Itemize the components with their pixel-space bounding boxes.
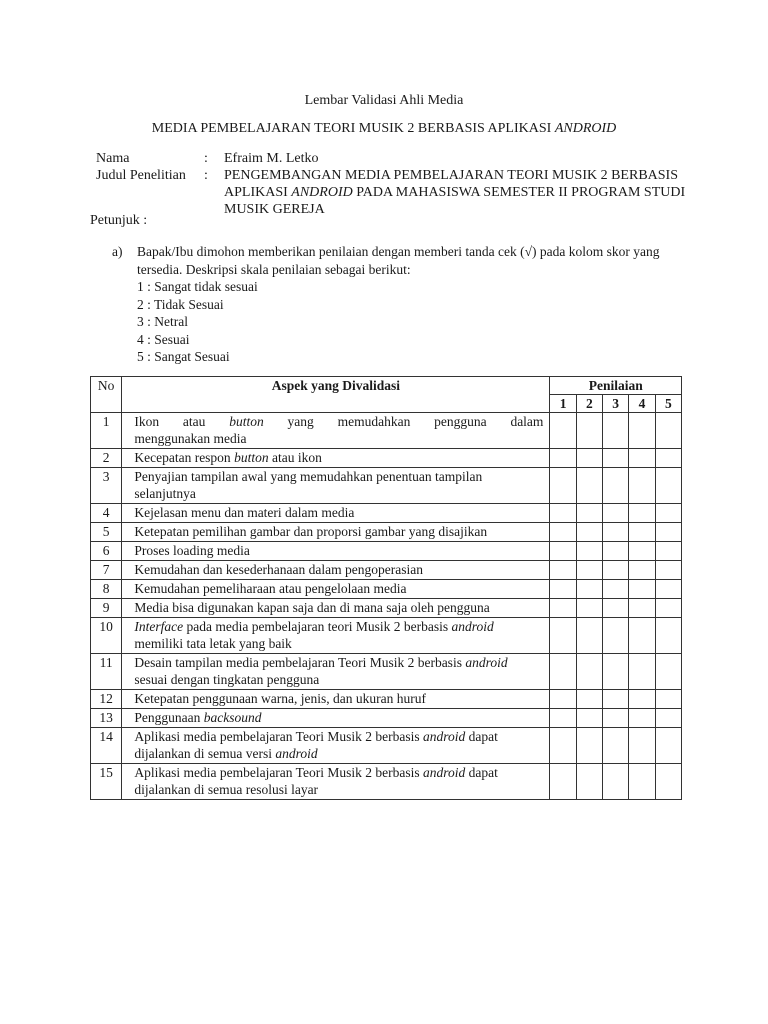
score-cell-1[interactable] [550, 561, 576, 580]
row-aspek [122, 561, 550, 580]
score-cell-5[interactable] [655, 728, 681, 764]
aspek-text: backsound [203, 710, 262, 725]
row-aspek [122, 504, 550, 523]
score-cell-3[interactable] [603, 523, 629, 542]
instruction-marker: a) [112, 244, 123, 259]
row-number: 6 [91, 542, 122, 561]
row-aspek [122, 618, 550, 654]
score-cell-5[interactable] [655, 618, 681, 654]
score-cell-2[interactable] [576, 523, 602, 542]
score-cell-2[interactable] [576, 468, 602, 504]
row-aspek [122, 449, 550, 468]
subtitle-text: MEDIA PEMBELAJARAN TEORI MUSIK 2 BERBASIS APLIKASI [151, 121, 555, 136]
row-number: 3 [91, 468, 122, 504]
score-cell-4[interactable] [629, 599, 655, 618]
row-number: 9 [91, 599, 122, 618]
scale-item: 1 : Sangat tidak sesuai [137, 279, 258, 294]
aspek-text: Kemudahan dan kesederhanaan dalam pengoperasian [134, 562, 423, 577]
score-cell-1[interactable] [550, 580, 576, 599]
score-cell-3[interactable] [603, 599, 629, 618]
score-cell-3[interactable] [603, 654, 629, 690]
score-cell-3[interactable] [603, 413, 629, 449]
aspek-text: android [275, 746, 318, 761]
aspek-text: button [234, 450, 269, 465]
score-cell-1[interactable] [550, 599, 576, 618]
aspek-text: sesuai dengan tingkatan pengguna [134, 672, 320, 687]
aspek-text: Penyajian tampilan awal yang memudahkan penentuan tampilan selanjutnya [134, 469, 483, 501]
table-row [91, 709, 682, 728]
row-number: 2 [91, 449, 122, 468]
aspek-text: Interface [134, 619, 184, 634]
score-cell-1[interactable] [550, 523, 576, 542]
judul-colon: : [204, 168, 208, 183]
aspek-text: android [422, 765, 466, 780]
aspek-text: Kejelasan menu dan materi dalam media [134, 505, 355, 520]
aspek-text: Ketepatan pemilihan gambar dan proporsi gambar yang disajikan [134, 524, 488, 539]
table-row [91, 690, 682, 709]
score-cell-5[interactable] [655, 504, 681, 523]
score-cell-5[interactable] [655, 599, 681, 618]
judul-value [224, 167, 694, 218]
table-row [91, 728, 682, 764]
score-cell-3[interactable] [603, 728, 629, 764]
nama-label: Nama [96, 151, 130, 166]
score-cell-2[interactable] [576, 413, 602, 449]
aspek-text: Desain tampilan media pembelajaran Teori Musik 2 berbasis [134, 655, 466, 670]
row-number: 7 [91, 561, 122, 580]
header-penilaian: Penilaian [550, 377, 682, 395]
table-row [91, 561, 682, 580]
row-number: 12 [91, 690, 122, 709]
meta-row-judul [96, 167, 694, 218]
score-cell-4[interactable] [629, 654, 655, 690]
row-number: 14 [91, 728, 122, 764]
table-row [91, 542, 682, 561]
scale-list [137, 278, 682, 366]
table-row [91, 654, 682, 690]
aspek-text: Media bisa digunakan kapan saja dan di mana saja oleh pengguna [134, 600, 490, 615]
row-number: 15 [91, 764, 122, 800]
document-subtitle [0, 121, 768, 137]
score-cell-5[interactable] [655, 413, 681, 449]
aspek-text: android [465, 655, 508, 670]
score-cell-2[interactable] [576, 449, 602, 468]
document-title: Lembar Validasi Ahli Media [304, 93, 464, 108]
header-score-4: 4 [629, 395, 655, 413]
aspek-text: Kecepatan respon [134, 450, 235, 465]
score-cell-3[interactable] [603, 690, 629, 709]
score-cell-5[interactable] [655, 690, 681, 709]
aspek-text: yang memudahkan pengguna dalam [263, 414, 544, 429]
scale-item: 3 : Netral [137, 314, 188, 329]
score-cell-2[interactable] [576, 599, 602, 618]
score-cell-4[interactable] [629, 413, 655, 449]
score-cell-3[interactable] [603, 504, 629, 523]
row-aspek [122, 654, 550, 690]
subtitle-android: ANDROID [554, 121, 617, 136]
score-cell-4[interactable] [629, 542, 655, 561]
header-no: No [91, 377, 122, 413]
score-cell-3[interactable] [603, 580, 629, 599]
header-score-1: 1 [550, 395, 576, 413]
score-cell-1[interactable] [550, 764, 576, 800]
score-cell-1[interactable] [550, 709, 576, 728]
score-cell-1[interactable] [550, 542, 576, 561]
score-cell-5[interactable] [655, 709, 681, 728]
row-aspek [122, 764, 550, 800]
instruction-body [137, 243, 682, 366]
row-aspek [122, 690, 550, 709]
aspek-text: android [422, 729, 466, 744]
score-cell-5[interactable] [655, 654, 681, 690]
table-row [91, 599, 682, 618]
table-row [91, 618, 682, 654]
judul-label: Judul Penelitian [96, 168, 186, 183]
score-cell-2[interactable] [576, 764, 602, 800]
table-row [91, 504, 682, 523]
score-cell-4[interactable] [629, 468, 655, 504]
aspek-text: Proses loading media [134, 543, 250, 558]
score-cell-5[interactable] [655, 523, 681, 542]
table-row [91, 449, 682, 468]
aspek-text: dapat dijalankan di semua resolusi layar [134, 765, 498, 797]
header-aspek: Aspek yang Divalidasi [122, 377, 550, 413]
table-body [91, 413, 682, 800]
validation-table [90, 376, 682, 800]
aspek-text: Aplikasi media pembelajaran Teori Musik 2 berbasis [134, 729, 423, 744]
score-cell-3[interactable] [603, 561, 629, 580]
instruction-text: Bapak/Ibu dimohon memberikan penilaian dengan memberi tanda cek (√) pada kolom skor yang tersedia. Deskripsi skala penilaian sebagai berikut: [137, 244, 660, 277]
score-cell-1[interactable] [550, 690, 576, 709]
score-cell-3[interactable] [603, 542, 629, 561]
header-score-3: 3 [603, 395, 629, 413]
score-cell-3[interactable] [603, 449, 629, 468]
score-cell-2[interactable] [576, 618, 602, 654]
table-row [91, 523, 682, 542]
score-cell-4[interactable] [629, 561, 655, 580]
score-cell-4[interactable] [629, 580, 655, 599]
score-cell-4[interactable] [629, 618, 655, 654]
row-aspek [122, 542, 550, 561]
score-cell-2[interactable] [576, 561, 602, 580]
score-cell-4[interactable] [629, 523, 655, 542]
row-number: 10 [91, 618, 122, 654]
nama-value: Efraim M. Letko [224, 151, 319, 166]
score-cell-4[interactable] [629, 764, 655, 800]
scale-item: 2 : Tidak Sesuai [137, 296, 224, 312]
aspek-text: menggunakan media [134, 431, 247, 446]
score-cell-1[interactable] [550, 504, 576, 523]
score-cell-5[interactable] [655, 449, 681, 468]
row-aspek [122, 468, 550, 504]
row-aspek [122, 709, 550, 728]
score-cell-4[interactable] [629, 709, 655, 728]
score-cell-3[interactable] [603, 468, 629, 504]
aspek-text: Kemudahan pemeliharaan atau pengelolaan media [134, 581, 407, 596]
score-cell-5[interactable] [655, 542, 681, 561]
score-cell-2[interactable] [576, 690, 602, 709]
score-cell-3[interactable] [603, 709, 629, 728]
row-aspek [122, 523, 550, 542]
aspek-text: Ikon atau [134, 414, 230, 429]
header-row [91, 377, 682, 395]
aspek-text: dapat dijalankan di semua versi [134, 729, 498, 761]
score-cell-5[interactable] [655, 561, 681, 580]
aspek-text: Ketepatan penggunaan warna, jenis, dan ukuran huruf [134, 691, 427, 706]
score-cell-5[interactable] [655, 580, 681, 599]
aspek-text: button [229, 414, 264, 429]
score-cell-4[interactable] [629, 728, 655, 764]
aspek-text: pada media pembelajaran teori Musik 2 berbasis [183, 619, 452, 634]
petunjuk-heading: Petunjuk : [90, 213, 148, 228]
header-score-2: 2 [576, 395, 602, 413]
judul-android: ANDROID [291, 185, 353, 200]
judul-part2: PADA MAHASISWA SEMESTER II PROGRAM STUDI MUSIK GEREJA [224, 185, 686, 217]
score-cell-5[interactable] [655, 764, 681, 800]
row-aspek [122, 599, 550, 618]
table-row [91, 580, 682, 599]
aspek-text: android [451, 619, 494, 634]
score-cell-2[interactable] [576, 728, 602, 764]
aspek-text: atau ikon [268, 450, 322, 465]
meta-section [96, 150, 694, 218]
aspek-text: Aplikasi media pembelajaran Teori Musik 2 berbasis [134, 765, 423, 780]
score-cell-1[interactable] [550, 413, 576, 449]
score-cell-4[interactable] [629, 449, 655, 468]
row-number: 8 [91, 580, 122, 599]
judul-part1: PENGEMBANGAN MEDIA PEMBELAJARAN TEORI MUSIK 2 BERBASIS APLIKASI [224, 168, 679, 200]
score-cell-2[interactable] [576, 580, 602, 599]
row-number: 1 [91, 413, 122, 449]
table-head [91, 377, 682, 413]
row-number: 13 [91, 709, 122, 728]
score-cell-1[interactable] [550, 468, 576, 504]
instructions [112, 243, 682, 366]
row-aspek [122, 413, 550, 449]
score-cell-3[interactable] [603, 764, 629, 800]
table-row [91, 413, 682, 449]
instruction-item [112, 243, 682, 366]
header-score-5: 5 [655, 395, 681, 413]
score-cell-2[interactable] [576, 709, 602, 728]
aspek-text: memiliki tata letak yang baik [134, 636, 292, 651]
row-number: 5 [91, 523, 122, 542]
row-number: 4 [91, 504, 122, 523]
scale-item: 4 : Sesuai [137, 331, 190, 347]
table-row [91, 468, 682, 504]
score-cell-3[interactable] [603, 618, 629, 654]
score-cell-1[interactable] [550, 728, 576, 764]
score-cell-2[interactable] [576, 542, 602, 561]
score-cell-4[interactable] [629, 690, 655, 709]
row-number: 11 [91, 654, 122, 690]
meta-row-nama [96, 150, 694, 167]
table-row [91, 764, 682, 800]
aspek-text: Penggunaan [134, 710, 204, 725]
score-cell-1[interactable] [550, 449, 576, 468]
score-cell-5[interactable] [655, 468, 681, 504]
row-aspek [122, 580, 550, 599]
score-cell-4[interactable] [629, 504, 655, 523]
scale-item: 5 : Sangat Sesuai [137, 349, 230, 364]
score-cell-2[interactable] [576, 654, 602, 690]
score-cell-1[interactable] [550, 654, 576, 690]
row-aspek [122, 728, 550, 764]
score-cell-2[interactable] [576, 504, 602, 523]
score-cell-1[interactable] [550, 618, 576, 654]
nama-colon: : [204, 151, 208, 166]
